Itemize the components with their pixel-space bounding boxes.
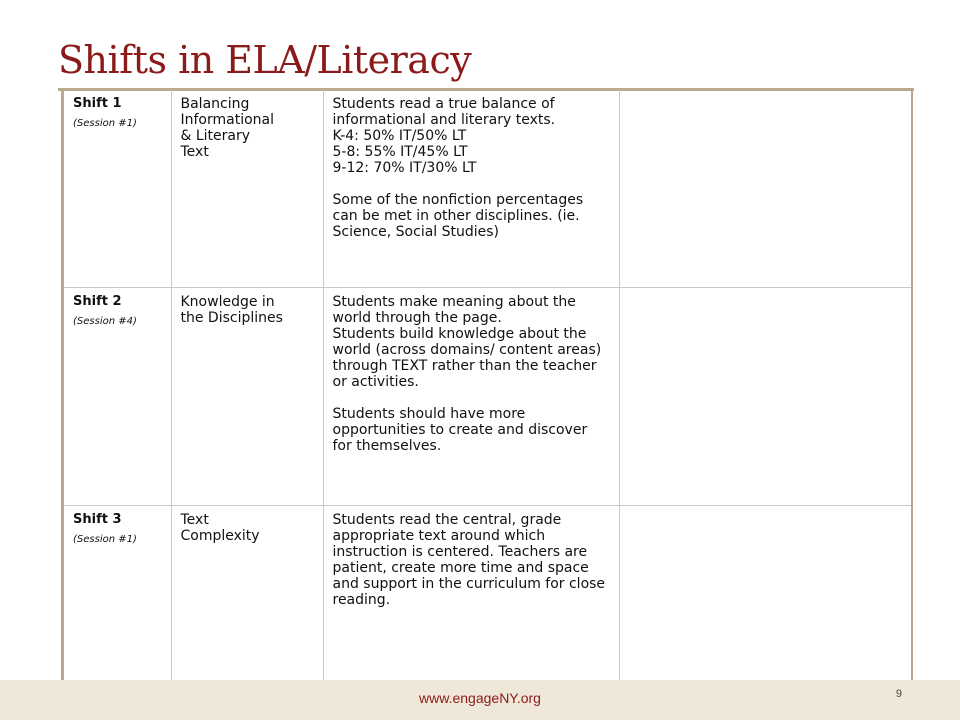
session-label: (Session #1) <box>73 533 137 545</box>
shift-name-cell <box>171 90 323 287</box>
description-text: Students should have more opportunities to create and discover for themselves. <box>332 405 588 454</box>
description-text: 9-12: 70% IT/30% LT <box>332 160 477 176</box>
description-text: Students read a true balance of informational and literary texts. <box>332 96 556 128</box>
shifts-table-frame <box>61 90 913 682</box>
session-label: (Session #4) <box>73 315 137 327</box>
session-label: (Session #1) <box>73 118 137 129</box>
footer-link[interactable]: www.engageNY.org <box>419 690 541 706</box>
shift-name-line: Knowledge in <box>180 293 275 310</box>
shift-label: Shift 2 <box>73 293 122 309</box>
paragraph-gap <box>333 176 610 192</box>
notes-cell <box>619 287 911 505</box>
shift-cell <box>64 287 171 505</box>
slide-title: Shifts in ELA/Literacy <box>58 38 472 82</box>
description-text: Students build knowledge about the world (across domains/ content areas) through TEXT rather than the teacher or activities. <box>332 325 602 390</box>
description-text: Some of the nonfiction percentages can be met in other disciplines. (ie. Science, Social Studies) <box>332 192 584 240</box>
shift-label: Shift 3 <box>73 511 122 527</box>
shift-cell <box>64 90 171 287</box>
description-text: K-4: 50% IT/50% LT <box>332 128 467 144</box>
description-text: Students make meaning about the world through the page. <box>332 293 576 326</box>
notes-cell <box>619 505 911 682</box>
table-row <box>64 90 911 287</box>
shift-name-line: the Disciplines <box>180 309 283 326</box>
shift-name-line: Balancing <box>180 96 250 112</box>
shift-name-line: Text <box>180 144 209 160</box>
shift-name-line: Informational <box>180 112 275 128</box>
shift-name-line: Complexity <box>180 527 260 544</box>
shift-name-line: Text <box>180 511 209 528</box>
shift-cell <box>64 505 171 682</box>
shift-label: Shift 1 <box>73 96 122 111</box>
notes-cell <box>619 90 911 287</box>
shifts-table <box>64 90 911 682</box>
page-number: 9 <box>895 688 902 700</box>
shift-name-cell <box>171 505 323 682</box>
description-text: Students read the central, grade appropriate text around which instruction is centered. Teachers are patient, create more time and space and support in the curriculum for close reading. <box>332 511 606 608</box>
shift-name-cell <box>171 287 323 505</box>
description-cell <box>323 505 619 682</box>
table-row <box>64 287 911 505</box>
description-cell <box>323 287 619 505</box>
description-cell <box>323 90 619 287</box>
description-text: 5-8: 55% IT/45% LT <box>332 144 468 160</box>
paragraph-gap <box>333 390 610 406</box>
shift-name-line: & Literary <box>180 128 251 144</box>
table-row <box>64 505 911 682</box>
footer-bar <box>0 680 960 720</box>
